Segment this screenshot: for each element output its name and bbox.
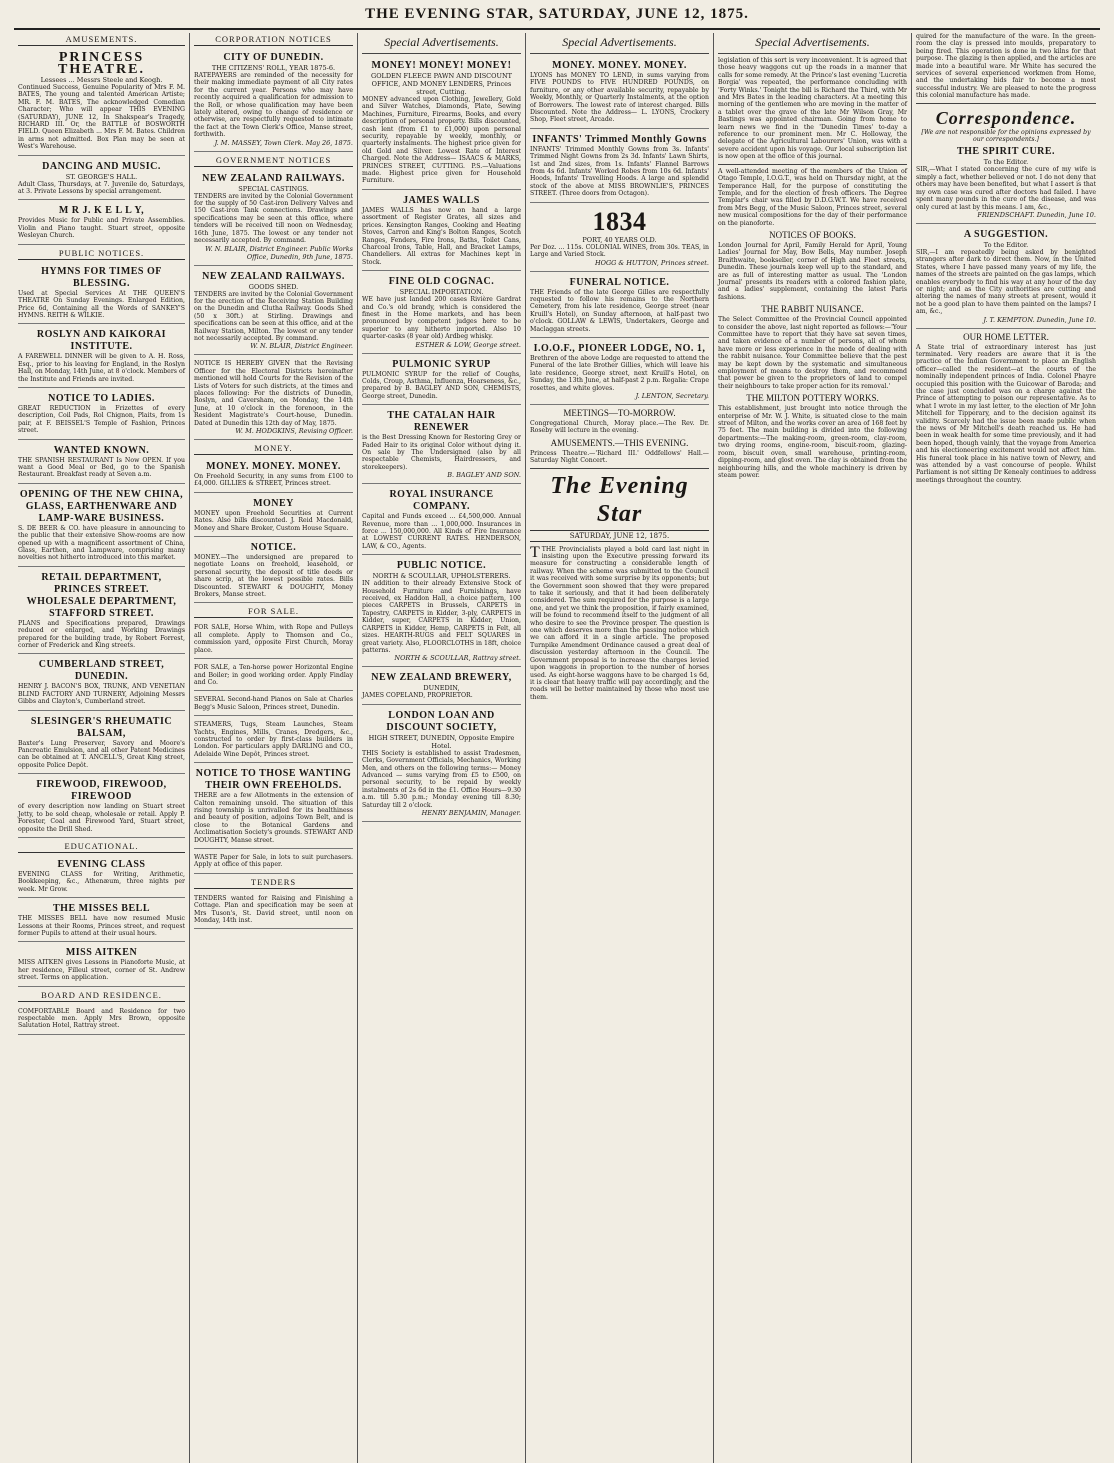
home-letter-heading: OUR HOME LETTER. [963,331,1049,342]
ad-signature: W. N. BLAIR, District Engineer. Public Works Office, Dunedin, 9th June, 1875. [205,244,353,261]
ad-body: On Freehold Security, in any sums from £100 to £4,000. GILLIES & STREET, Princes street. [194,473,353,488]
ad-title: MONEY! MONEY! MONEY! [371,60,512,71]
ad-signature: B. BAGLEY AND SON. [447,471,521,480]
ad-body: MONEY advanced upon Clothing, Jewellery, Gold and Silver Watches, Diamonds, Plate, Sewing Machines, Furniture, Firearms, Books, and every description of personal property. Bills discounted, cash lent (from £1 to £1,000) upon personal security, repayable by weekly, monthly, or quarterly instalments. The highest price given for old Gold and Silver. Lowest Rate of Interest Charged. Note the Address— ISAACS & MARKS, PRINCES STREET, CUTTING. P.S.—Valuations made. Highest price given for Household Furniture. [362,96,521,185]
ad-body: THE Friends of the late George Gilles are respectfully requested to follow his remains to the Northern Cemetery, from his late residence, George street (near Kruill's Hotel), on Sunday afternoon, at half-past two o'clock. GOLLAW & LEWIS, Undertakers, George and Maclaggan streets. [530,288,709,333]
ad-signature: J. LENTON, Secretary. [635,391,709,400]
advertisement [18,944,185,986]
ad-body: MISS AITKEN gives Lessons in Pianoforte Music, at her residence, Filleul street, corner of St. Andrew street. Terms on application. [18,959,185,982]
advertisement [18,856,185,898]
advertisement [194,661,353,691]
government-notices [194,170,353,440]
meetings-heading: MEETINGS—TO-MORROW. [563,407,676,418]
ad-body: IN addition to their already Extensive Stock of Household Furniture and Furnishings, have received, ex Haddon Hall, a choice pattern, 100 pieces CARPETS in Brussels, CARPETS in Tapestry, CARPETS in Kidder, 3-ply, CARPETS in Kidder, super, CARPETS in Kidder, Union, CARPETS in Kidder, Hemp, CARPETS in Felt, all sizes. HEARTH-RUGS and FELT SQUARES in great variety. Also, FLOORCLOTHS in 18ft, choice patterns. [362,580,521,654]
advertisement [916,226,1096,329]
ad-signature: HENRY BENJAMIN, Manager. [421,808,521,817]
ad-body: JAMES WALLS has now on hand a large assortment of Register Grates, all sizes and prices. Kensington Ranges, Cooking and Heating Stoves, Carron and King's Bolton Ranges, Scotch Ranges, Fenders, Fire Irons, Baths, Toilet Cans, Charcoal Irons, Table, Hall, and Bracket Lamps, Chandeliers. All extras for Machines kept in Stock. [362,206,521,266]
ad-body: WE have just landed 200 cases Rivière Gardrat and Co.'s old brandy, which is considered the finest in the Home markets, and has been pronounced by competent judges here to be superior to any hitherto imported. Also 10 quarter-casks (8 year old) Ardbeg whisky. [362,296,521,341]
advertisement [362,356,521,406]
ad-title: RETAIL DEPARTMENT, PRINCES STREET. WHOLESALE DEPARTMENT, STAFFORD STREET. [26,571,177,619]
ad-body: is the Best Dressing Known for Restoring Grey or Faded Hair to its original Color without dying it. On sale by The Undersigned (also by all respectable Chemists, Hairdressers, and storekeepers). [362,434,521,471]
ad-body: of every description now landing on Stuart street Jetty, to be sold cheap, wholesale or retail. Apply P. Forester, Coal and Firewood Yard, Stuart street, opposite the Drill Shed. [18,803,185,833]
ad-title: THE MISSES BELL [53,903,150,915]
ad-title: M R J. K E L L Y, [58,205,145,217]
ad-title: ROYAL INSURANCE COMPANY. [389,489,494,513]
ad-body: INFANTS' Trimmed Monthly Gowns from 3s. Infants' Trimmed Night Gowns from 2s 3d. Infants' Lawn Shirts, 1st and 2nd sizes, from 1s. Infants' Flannel Barrows from 4s 6d. Infants' Worked Robes from 10s 6d. Infants' Hoods, Infants' Travelling Hoods. A large and splendid stock of the above at MISS BROWNLIE'S, PRINCES STREET. (Three doors from Octagon). [530,145,709,198]
paper-title: The Evening Star [550,472,689,527]
ad-body: PLANS and Specifications prepared, Drawings reduced or enlarged, and Working Drawings prepared for the building trade, by Robert Forrest, corner of Frederick and King streets. [18,619,185,650]
advertisement [362,669,521,704]
advertisement [362,707,521,822]
milton-text: This establishment, just brought into notice through the enterprise of Mr. W. J. White, is situated close to the main street of Milton, and the works cover an area of 168 feet by 75 feet. The main building is divided into the following departments:—The making-room, green-room, clay-room, two drying rooms, engine-room, biscuit-room, glazing-room, biscuit oven, small warehouse, printing-room, dipping-room, and glost oven. The clay is obtained from the neighbouring hills, and the whole machinery is driven by steam power. [718,405,907,479]
column-5 [714,33,912,1463]
ad-title: OPENING OF THE NEW CHINA, GLASS, EARTHENWARE AND LAMP-WARE BUSINESS. [19,488,184,524]
amusements-this-evening-text: Princess Theatre.—'Richard III.' Oddfellows' Hall.—Saturday Night Concert. [530,449,709,465]
educational-ads [18,856,185,987]
section-board: BOARD AND RESIDENCE. [18,989,185,1002]
advertisement [18,486,185,567]
freeholds-ad: NOTICE TO THOSE WANTING THEIR OWN FREEHOLDS. THERE are a few Allotments in the extension of Calton remaining unsold. The situation of this rising township is unrivalled for its healthiness and beauty of position, adjoins Town Belt, and is close to the Botanical Gardens and Acclimatisation Society's grounds. STEWART AND DOUGHTY, Manse street. [194,765,353,849]
books-heading: NOTICES OF BOOKS. [769,229,856,240]
correspondence-heading: Correspondence. [935,107,1077,128]
advertisement [18,202,185,244]
advertisement [362,192,521,271]
ad-signature: J. T. KEMPTON. Dunedin, June 10. [983,315,1096,324]
ad-subtitle: SPECIAL IMPORTATION. [399,288,484,297]
ad-body: Brethren of the above Lodge are requested to attend the Funeral of the late Brother Gillies, which will leave his late residence, George street, next Kruill's Hotel, on Sunday, the 13th June, at half-past 2 p.m. Regalia: Crape rosettes, and white gloves. [530,354,709,392]
ad-subtitle: NORTH & SCOULLAR, UPHOLSTERERS. [372,572,511,581]
ad-title: HYMNS FOR TIMES OF BLESSING. [41,265,162,289]
dateline: SATURDAY, JUNE 12, 1875. [530,530,709,542]
advertisement [18,900,185,942]
ad-title: SLESINGER'S RHEUMATIC BALSAM, [30,715,173,739]
advertisement [362,407,521,484]
ad-body: JAMES COPELAND, PROPRIETOR. [362,692,473,700]
dropcap: T [530,543,540,561]
advertisement [18,263,185,325]
letters [916,143,1096,328]
local-news-2: A well-attended meeting of the members of the Union of Otago Temple, I.O.G.T., was held on Thursday night, at the Temperance Hall, for the purpose of constituting the Temple, and for the election of fresh officers. The Degree Templar's chair was filled by D.D.G.W.T. We have received from Mrs Begg, of the Music Saloon, Princes street, several new musical compositions for the day of their performance on the pianoforte. [718,167,907,227]
ad-body: S. DE BEER & CO. have pleasure in announcing to the public that their extensive Show-rooms are now opened up with a magnificent assortment of China, Glass, Earthen, and Lampware, comprising many novelties not hitherto introduced into this market. [18,524,185,562]
ad-signature: FRIENDSCHAFT. Dunedin, June 10. [977,210,1096,219]
advertisement [194,357,353,440]
ad-body: NOTICE IS HEREBY GIVEN that the Revising Officer for the Electoral Districts hereinafter mentioned will hold Courts for the Revision of the Lists of Voters for such districts, at the times and places following: For the districts of Dunedin, Roslyn, and Caversham, on Monday, the 14th June, at 10 o'clock in the forenoon, in the Resident Magistrate's Court-house, Dunedin. Dated at Dunedin this 12th day of May, 1875. [194,360,353,427]
masthead-title: THE EVENING STAR, SATURDAY, JUNE 12, 1875. [365,6,749,22]
special-ads-4 [530,57,709,405]
ad-title: ROSLYN AND KAIKORAI INSTITUTE. [36,329,167,353]
advertisement [194,458,353,493]
ad-body: Used at Special Services At THE QUEEN'S THEATRE On Sunday Evenings. Enlarged Edition, Price 6d, Containing all the Words of SANKEY'S HYMNS. REITH & WILKIE. [18,289,185,319]
ad-title: PUBLIC NOTICE. [396,560,487,572]
ad-signature: NORTH & SCOULLAR, Rattray street. [394,654,521,663]
money-ads [194,458,353,603]
ad-subtitle: SPECIAL CASTINGS. [238,184,309,193]
section-money: MONEY. [194,442,353,455]
ad-title: EVENING CLASS [57,858,146,870]
column-6 [912,33,1100,1463]
ad-title: MONEY. MONEY. MONEY. [206,461,341,472]
advertisement [18,656,185,710]
leader-article: TTHE Provincialists played a bold card last night in insisting upon the Executive pressing forward its measure for constructing a considerable length of railway. When the scheme was submitted to the Council it was received with some surprise by its opponents; but the Government soon showed that they were prepared to take it seriously, and that it had been deliberately considered. The sum required for the purpose is a large one, and yet we think the proposition, if fairly examined, will be found to recommend itself to the judgment of all who desire to see the Province prosper. The question is one which deserves more than the passing notice which we can afford it in a single article. The proposed Turnpike Amendment Ordinance caused a great deal of discussion yesterday afternoon in the Council. The Government proposal is to increase the charges levied upon waggons in proportion to the number of horses used. As eight-horse waggons have to be charged 1s 6d, it is clear that heavy traffic will pay accordingly, and the roads will be better maintained by those who most use them. [530,543,709,701]
ad-title: PRINCESS THEATRE. [58,50,145,77]
advertisement [18,776,185,838]
ad-body: MONEY.—The undersigned are prepared to negotiate Loans on freehold, leasehold, or personal security, the deposit of title deeds or share scrip, at the lowest possible rates. Bills Discounted. STEWART & DOUGHTY, Money Brokers, Manse street. [194,554,353,599]
ad-title: NEW ZEALAND RAILWAYS. [202,172,345,184]
masthead [14,6,1100,30]
tenders-ad: TENDERS wanted for Raising and Finishing a Cottage. Plan and specification may be seen at Mrs Tuson's, St. David street, until noon on Monday, 14th inst. [194,892,353,930]
ad-subtitle: DUNEDIN, [423,684,460,693]
ad-body: TENDERS are invited by the Colonial Government for the erection of the Receiving Station Building on the Dunedin and Clutha Railway. Goods Shed (50 x 30ft.) at Stirling. Drawings and specifications can be seen at this office, and at the Railway Station, Milton. The lowest or any tender not necessarily accepted. By command. [194,290,353,342]
advertisement [194,268,353,356]
letter-salutation: To the Editor. [983,158,1029,167]
ad-body: FOR SALE, a Ten-horse power Horizontal Engine and Boiler; in good working order. Apply Findlay and Co. [194,664,353,686]
ad-title: FINE OLD COGNAC. [388,276,495,288]
ad-title: NEW ZEALAND RAILWAYS. [202,270,345,282]
ad-body: SEVERAL Second-hand Pianos on Sale at Charles Begg's Music Saloon, Princes street, Dunedin. [194,696,353,711]
ad-title: DANCING AND MUSIC. [42,160,161,172]
ad-title: CUMBERLAND STREET, DUNEDIN. [38,659,165,683]
pottery-continued: quired for the manufacture of the ware. In the green-room the clay is pressed into moulds, preparatory to being fired. This operation is done in two kilns for that purpose. The glazing is then applied, and the articles are made into a beautiful ware. Mr White has secured the services of several experienced workmen from Home, and the undertaking bids fair to become a most successful industry. We are pleased to note the progress this colonial manufacture has made. [916,33,1096,100]
column-2 [190,33,358,1463]
advertisement [362,273,521,353]
ad-subtitle: GOODS SHED. [248,282,299,291]
public-notices [18,263,185,838]
ad-body: GREAT REDUCTION in Frizettes of every description, Coil Pads, Rol Chignon, Plaits, from 1s pair, at F. BEISSEL'S Temple of Fashion, Princes street. [18,404,185,435]
ad-body: A FAREWELL DINNER will be given to A. H. Ross, Esq., prior to his leaving for England, in the Roslyn Hall, on Monday, 14th June, at 8 o'clock. Members of the Institute and Friends are invited. [18,353,185,383]
advertisement [18,326,185,388]
ad-body: SIR,—What I stated concerning the cure of my wife is simply a fact, whether believed or not. I do not deny that others may have been benefited, but what I assert is that my own case was cured after doctors had failed. I have spent many pounds in the cure of the disease, and was only cured at last by this means. I am, &c., [916,166,1096,211]
board-ad: COMFORTABLE Board and Residence for two respectable men. Apply Mrs Brown, opposite Salutation Hotel, Rattray street. [18,1005,185,1035]
ad-signature: HOGG & HUTTON, Princes street. [594,258,709,267]
milton-heading: THE MILTON POTTERY WORKS. [746,393,879,404]
advertisement [18,569,185,655]
ad-body: PULMONIC SYRUP for the relief of Coughs, Colds, Croup, Asthma, Influenza, Hoarseness, &c., prepared by B. BAGLEY AND SON, CHEMISTS, George street, Dunedin. [362,370,521,400]
section-special-ads-3: Special Advertisements. [384,35,499,49]
ad-title: FIREWOOD, FIREWOOD, FIREWOOD [36,779,167,803]
advertisement [362,57,521,190]
rabbit-heading: THE RABBIT NUISANCE. [761,304,864,315]
column-3 [358,33,526,1463]
ad-body: Per Doz. ... 115s. COLONIAL WINES, from 30s. TEAS, in Large and Varied Stock. [530,243,709,259]
column-1 [14,33,190,1463]
advertisement [362,486,521,555]
ad-signature: W. N. BLAIR, District Engineer. [250,342,353,351]
ad-title: MISS AITKEN [65,947,138,959]
ad-body: Adult Class, Thursdays, at 7. Juvenile do, Saturdays, at 3. Private Lessons by special arrangement. [18,180,185,196]
ad-body: Capital and Funds exceed ... £4,500,000. Annual Revenue, more than ... 1,000,000. Insurances in force ... 150,000,000. All Kinds of Fire Insurance at LOWEST CURRENT RATES. HENDERSON, LAW, & CO., Agents. [362,513,521,550]
ad-body: Baxter's Lung Preserver, Savory and Moore's Pancreatic Emulsion, and all other Patent Medicines can be obtained at T. ANCELL'S, Great King street, opposite Police Depôt. [18,739,185,769]
advertisement [530,340,709,405]
rabbit-text: The Select Committee of the Provincial Council appointed to consider the above, last night reported as follows:—'Your Committee have to report that they have sat seven times, and taken evidence of a number of persons, all of whom have more or less experience in the mode of dealing with the rabbit nuisance. Your Committee believe that the pest may be kept down by the systematic and simultaneous employment of means to destroy them, and recommend that power be given to the proprietors of land to compel their neighbours to take proper action for its removal.' [718,316,907,390]
column-4 [526,33,714,1463]
ad-body: MONEY upon Freehold Securities at Current Rates. Also bills discounted. J. Reid Macdonald, Money and Share Broker, Custom House Square. [194,509,353,532]
ad-subtitle: ST. GEORGE'S HALL. [65,172,138,181]
section-amusements: AMUSEMENTS. [18,33,185,46]
ad-title: A SUGGESTION. [963,228,1049,240]
ad-title: FUNERAL NOTICE. [569,276,670,288]
ad-body: RATEPAYERS are reminded of the necessity for their making immediate payment of all City rates for the current year. Persons who may have recently acquired a qualification for admission to the Roll, or whose qualification may have been lately altered, owing to change of residence or otherwise, are respectfully requested to intimate the fact at the Town Clerk's Office, Manse street, forthwith. [194,72,353,139]
ad-subtitle: HIGH STREET, DUNEDIN, Opposite Empire Hotel. [368,733,515,750]
advertisement [194,539,353,603]
advertisement [194,718,353,763]
ad-title: PULMONIC SYRUP [392,358,491,370]
section-public-notices: PUBLIC NOTICES. [18,247,185,260]
ad-body: THE SPANISH RESTAURANT Is Now OPEN. If you want a Good Meal or Bed, go to the Spanish Restaurant. Breakfast ready at Seven a.m. [18,456,185,479]
advertisement [18,158,185,201]
section-educational: EDUCATIONAL. [18,840,185,853]
ad-subtitle: PORT, 40 YEARS OLD. [582,235,657,244]
ad-title: 1834 [592,206,647,236]
ad-body: TENDERS are invited by the Colonial Government for the supply of 50 Cast-iron Delivery Valves and 150 Cast-iron Tank connections. Drawings and specifications may be seen at this office, where tenders will be received till noon on Wednesday, 16th June, 1875. The lowest or any tender not necessarily accepted. By command. [194,192,353,245]
advertisement [194,621,353,659]
amusements-ads [18,49,185,245]
ad-subtitle: Lessees ... Messrs Steele and Keogh. [40,76,163,84]
advertisement [18,442,185,484]
ad-title: NOTICE. [250,542,297,554]
ad-title: JAMES WALLS [403,194,480,206]
ad-signature: W. M. HODGKINS, Revising Officer. [235,427,353,435]
advertisement [194,495,353,537]
books-text: London Journal for April, Family Herald for April, Young Ladies' Journal for May, Bow Bells, May number. Joseph Braithwaite, bookseller, corner of High and Fleet streets, Dunedin. These journals keep well up to the standard, and are as full of interesting matter as usual. The 'London Journal' presents its readers with a colored fashion plate, and a ladies' supplement, containing the latest Paris fashions. [718,241,907,301]
ad-title: WANTED KNOWN. [53,444,150,456]
letter-salutation: To the Editor. [983,240,1029,249]
ad-title: MONEY [253,497,294,509]
section-tenders: TENDERS [194,876,353,889]
ad-subtitle: THE CITIZENS' ROLL, YEAR 1875-6. [211,64,336,72]
section-government: GOVERNMENT NOTICES [194,154,353,167]
ad-title: I.O.O.F., PIONEER LODGE, NO. 1, [533,342,706,354]
advertisement [194,170,353,266]
waste-paper-ad: WASTE Paper for Sale, in lots to suit purchasers. Apply at office of this paper. [194,851,353,874]
meetings-text: Congregational Church, Moray place.—The Rev. Dr. Roseby will lecture in the evening. [530,419,709,435]
corporation-notices [194,49,353,152]
amusements-this-evening-heading: AMUSEMENTS.—THIS EVENING. [550,437,689,448]
advertisement [530,205,709,272]
ad-body: FOR SALE, Horse Whim, with Rope and Pulleys all complete. Apply to Thomson and Co., commission yard, opposite First Church, Moray place. [194,624,353,654]
ad-title: THE CATALAN HAIR RENEWER [387,410,496,434]
ad-signature: J. M. MASSEY, Town Clerk. May 26, 1875. [214,138,353,147]
ad-title: LONDON LOAN AND DISCOUNT SOCIETY, [386,709,497,733]
advertisement [362,557,521,667]
ad-body: Continued Success, Genuine Popularity of Mrs F. M. BATES, The young and talented American Artiste; MR. F. M. BATES, The acknowledged Comedian Character; Who will appear THIS EVENING (SATURDAY), JUNE 12, In Shakspear's Tragedy, RICHARD III. Or, the BATTLE of BOSWORTH FIELD. Queen Elizabeth ... Mrs F. M. Bates. Children in arms not admitted. Box Plan may be seen at West's Warehouse. [18,84,185,151]
advertisement [530,131,709,203]
ad-subtitle: GOLDEN FLEECE PAWN AND DISCOUNT OFFICE, AND MONEY LENDERS, Princes street, Cutting. [371,72,512,96]
ad-body: SIR,—I am repeatedly being asked by benighted strangers after dark to direct them. Now, in the United States, where I have passed many years of my life, the names of the streets are painted on the gas lamps, which enables everybody to find his way at any hour of the day or night; and as the City authorities are cutting and altering the names of many streets at present, would it not be a good plan to have them painted on the lamps? I am, &c., [916,248,1096,316]
advertisement [530,274,709,338]
advertisement [18,390,185,440]
ad-signature: ESTHER & LOW, George street. [415,340,521,349]
columns [14,33,1100,1463]
ad-body: HENRY J. BACON'S BOX, TRUNK, AND VENETIAN BLIND FACTORY AND TURNERY, Adjoining Messrs Gibbs and Clayton's, Cumberland street. [18,683,185,706]
section-special-ads-5: Special Advertisements. [755,35,870,49]
ad-body: STEAMERS, Tugs, Steam Launches, Steam Yachts, Engines, Mills, Cranes, Dredgers, &c., constructed to order by first-class builders in London. For particulars apply DARLING and CO., Adelaide Wine Depôt, Princes street. [194,721,353,758]
ad-body: EVENING CLASS for Writing, Arithmetic, Bookkeeping, &c., Athenæum, three nights per week. Mr Grow. [18,870,185,893]
home-letter-text: A State trial of extraordinary interest has just terminated. Very readers are aware that it is the practice of the Indian Government to place an English officer—called the resident—at the courts of the nominally independent princes of India. Colonel Phayre occupied this position with the Guicowar of Baroda; and the case just concluded was on a charge against the Prince of attempting to poison our representative. As to what I wrote in my last letter, to the election of Mr John Mitchell for Tipperary, and to the decision against its validity. Scarcely had the issue been made public when the news of Mr Mitchell's death reached us. He had been in weak health for some time previously, and it had been hoped, though vainly, that the voyage from America and his electioneering excitement would not affect him. His funeral took place in his native town of Newry, and was attended by a vast concourse of people. Whilst Parliament is not sitting Dr Kenealy continues to address meetings throughout the country. [916,343,1096,484]
advertisement [194,693,353,716]
section-for-sale: FOR SALE. [194,605,353,618]
ad-body: THIS Society is established to assist Tradesmen, Clerks, Government Officials, Mechanics, Working Men, and others on the following terms:— Money Advanced — sums varying from £5 to £500, on personal security, to be repaid by weekly instalments of 2s 6d in the £1. Office Hours—9.30 a.m. till 5.30 p.m.; Monday evening till 8.30; Saturday till 2 o'clock. [362,749,521,809]
ad-title: MONEY. MONEY. MONEY. [552,60,687,71]
ad-title: INFANTS' Trimmed Monthly Gowns [532,133,707,145]
advertisement [194,49,353,152]
ad-body: THE MISSES BELL have now resumed Music Lessons at their Rooms, Princes street, and request former Pupils to attend at their usual hours. [18,915,185,937]
section-special-ads-4: Special Advertisements. [562,35,677,49]
ad-title: NOTICE TO LADIES. [48,392,155,404]
section-corporation: CORPORATION NOTICES [194,33,353,46]
ad-title: THE SPIRIT CURE. [956,146,1056,158]
for-sale-ads [194,621,353,763]
special-ads-3 [362,57,521,822]
correspondence-note: [We are not responsible for the opinions expressed by our correspondents.] [921,128,1091,144]
ad-title: CITY OF DUNEDIN. [223,52,324,63]
ad-body: Provides Music for Public and Private Assemblies. Violin and Piano taught. Stuart street, opposite Wesleyan Church. [18,217,185,240]
advertisement [18,713,185,775]
advertisement [916,143,1096,223]
advertisement [18,49,185,156]
advertisement [530,57,709,129]
local-news-1: legislation of this sort is very inconvenient. It is agreed that those heavy waggons cut up the roads in a manner that calls for some remedy. At the Prince's last evening 'Lucretia Borgia' was repeated, the performance concluding with 'Forty Winks.' Tonight the bill is Richard the Third, with Mr and Mrs Bates in the leading characters. At a meeting this morning of the gentlemen who are moving in the matter of a tablet over the grave of the late Mr Wilson Gray, Mr Bastings was appointed chairman. Going from home to learn news we find in the 'Dunedin Times' to-day a reference to our prominent men. Mr C. Holloway, the delegate of the Agricultural Labourers' Union, was with a severe accident upon his voyage. Our local subscription list is now open at the office of this journal. [718,57,907,161]
ad-title: NEW ZEALAND BREWERY, [371,672,512,684]
ad-body: LYONS has MONEY TO LEND, in sums varying from FIVE POUNDS to FIVE HUNDRED POUNDS, on furniture, or any other available security, repayable by Weekly, Monthly, or Quarterly Instalments, at the option of Borrowers. The lowest rate of interest charged. Bills Discounted. Note the Address— L. LYONS, Crockery Shop, Fleet street, Arcade. [530,72,709,124]
